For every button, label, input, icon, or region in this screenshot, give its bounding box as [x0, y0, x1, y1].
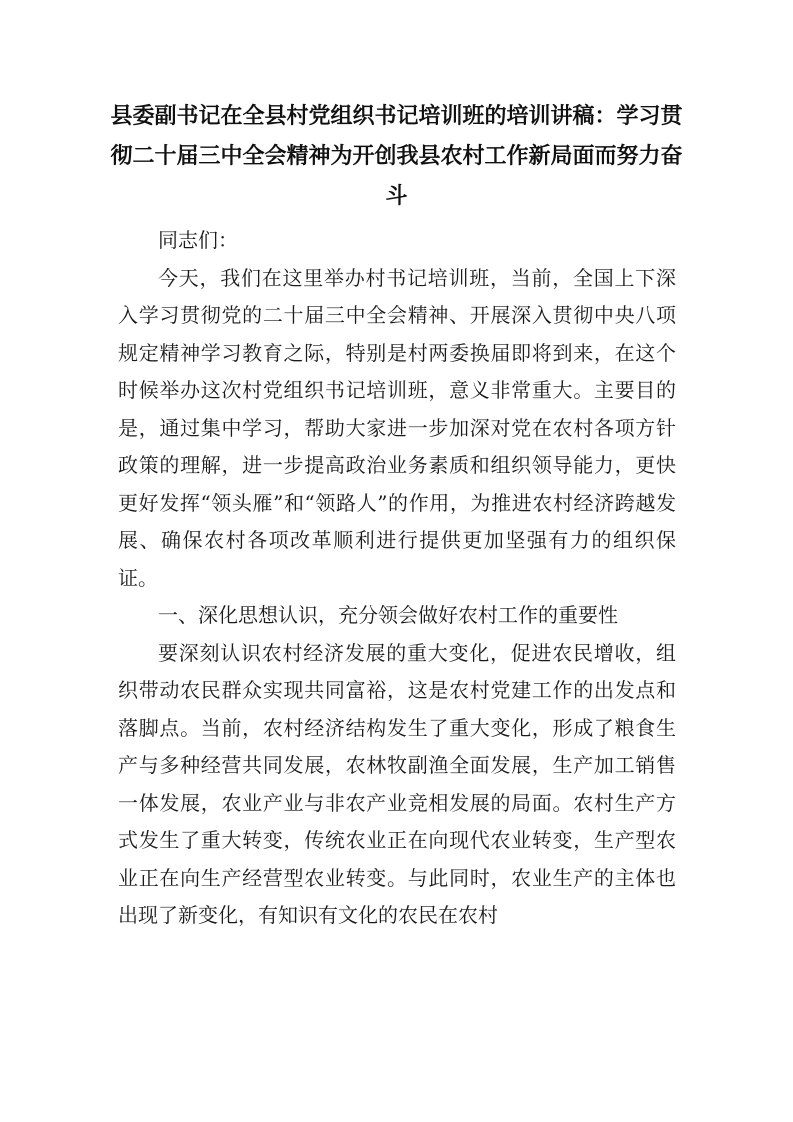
section-heading-1: 一、深化思想认识，充分领会做好农村工作的重要性: [158, 603, 618, 627]
paragraph-intro: 今天，我们在这里举办村书记培训班，当前，全国上下深入学习贯彻党的二十届三中全会精神、开展深入贯彻中央八项规定精神学习教育之际，特别是村两委换届即将到来，在这个时候举办这次村党组织书记培训班，意义非常重大。主要目的是，通过集中学习，帮助大家进一步加深对党在农村各项方针政策的理解，进一步提高政治业务素质和组织领导能力，更快更好发挥“领头雁”和“领路人”的作用，为推进农村经济跨越发展、确保农村各项改革顺利进行提供更加坚强有力的组织保证。: [118, 265, 676, 590]
document-title: 县委副书记在全县村党组织书记培训班的培训讲稿：学习贯彻二十届三中全会精神为开创我县农村工作新局面而努力奋斗: [110, 103, 683, 209]
greeting: 同志们：: [158, 228, 238, 252]
paragraph-section-1: 要深刻认识农村经济发展的重大变化，促进农民增收，组织带动农民群众实现共同富裕，这是农村党建工作的出发点和落脚点。当前，农村经济结构发生了重大变化，形成了粮食生产与多种经营共同发展，农林牧副渔全面发展，生产加工销售一体发展，农业产业与非农产业竞相发展的局面。农村生产方式发生了重大转变，传统农业正在向现代农业转变，生产型农业正在向生产经营型农业转变。与此同时，农业生产的主体也出现了新变化，有知识有文化的农民在农村: [118, 640, 676, 927]
document-body: [118, 222, 676, 935]
